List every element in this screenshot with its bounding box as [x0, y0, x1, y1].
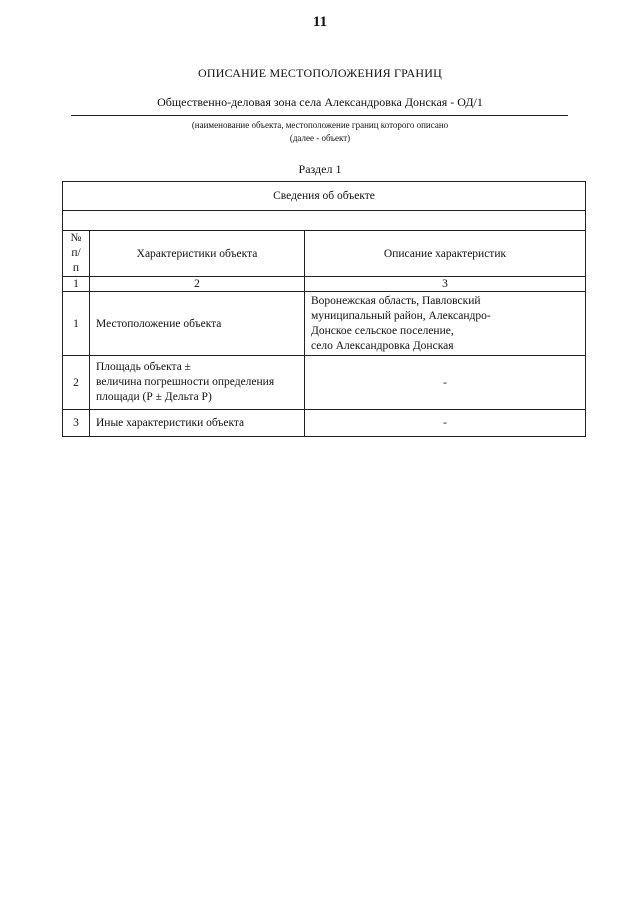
row-characteristic: Местоположение объекта	[90, 292, 305, 356]
table-header-row	[63, 231, 586, 277]
characteristic-line: площади (Р ± Дельта Р)	[96, 391, 212, 403]
description-line: Воронежская область, Павловский	[311, 294, 481, 307]
object-name: Общественно-деловая зона села Александровка Донская - ОД/1	[157, 95, 483, 109]
table-row	[63, 410, 586, 437]
object-info-table	[62, 181, 586, 437]
page-number: 11	[312, 14, 328, 30]
column-number: 1	[63, 277, 90, 292]
row-characteristic	[90, 356, 305, 410]
column-number: 2	[90, 277, 305, 292]
table-row	[63, 356, 586, 410]
characteristic-line: Площадь объекта ±	[96, 361, 191, 373]
document-title: ОПИСАНИЕ МЕСТОПОЛОЖЕНИЯ ГРАНИЦ	[198, 66, 442, 80]
header-characteristics: Характеристики объекта	[90, 231, 305, 277]
header-num	[63, 231, 90, 277]
row-description: -	[305, 410, 586, 437]
column-number: 3	[305, 277, 586, 292]
row-characteristic: Иные характеристики объекта	[90, 410, 305, 437]
note-line-2: (далее - объект)	[289, 133, 351, 143]
row-description	[305, 292, 586, 356]
description-line: муниципальный район, Александро-	[311, 309, 491, 322]
note-line-1: (наименование объекта, местоположение границ которого описано	[191, 120, 449, 130]
row-num: 1	[63, 292, 90, 356]
row-description: -	[305, 356, 586, 410]
table-row	[63, 292, 586, 356]
underline-rule	[71, 115, 568, 116]
table-caption: Сведения об объекте	[63, 182, 586, 211]
section-title: Раздел 1	[298, 162, 342, 176]
empty-row	[63, 211, 586, 231]
description-line: Донское сельское поселение,	[311, 324, 454, 337]
empty-cell	[63, 211, 586, 231]
column-number-row	[63, 277, 586, 292]
header-description: Описание характеристик	[305, 231, 586, 277]
characteristic-line: величина погрешности определения	[96, 376, 275, 388]
header-num-line-1: №	[70, 232, 82, 244]
row-num: 3	[63, 410, 90, 437]
object-name-note	[0, 119, 640, 145]
table-caption-row	[63, 182, 586, 211]
description-line: село Александровка Донская	[311, 339, 454, 352]
row-num: 2	[63, 356, 90, 410]
header-num-line-2: п/п	[71, 247, 81, 274]
